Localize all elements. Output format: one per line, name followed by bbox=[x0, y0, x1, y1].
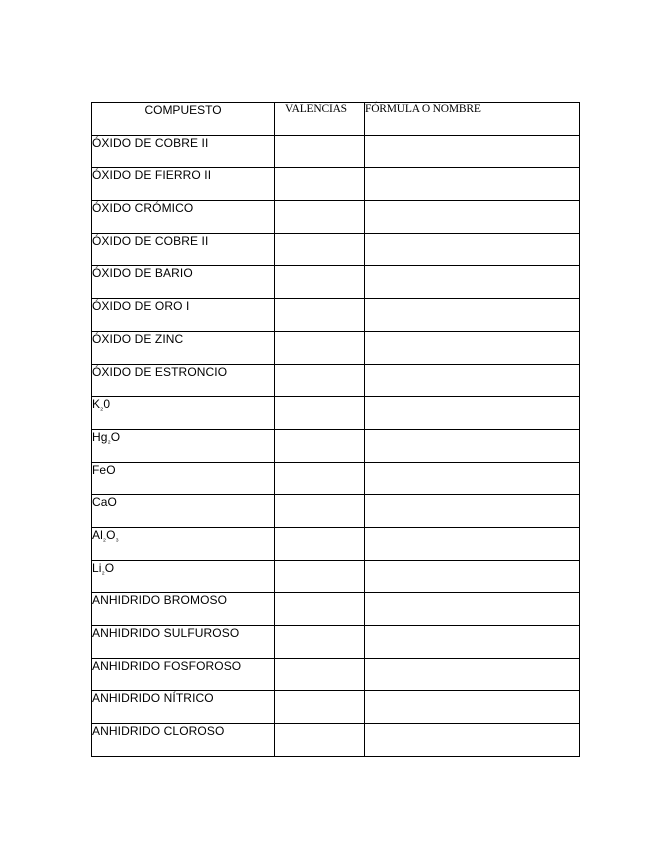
compuesto-cell: CaO bbox=[92, 495, 275, 528]
valencias-cell[interactable] bbox=[275, 364, 365, 397]
valencias-cell[interactable] bbox=[275, 233, 365, 266]
valencias-cell[interactable] bbox=[275, 201, 365, 234]
table-row bbox=[92, 364, 580, 397]
table-row bbox=[92, 201, 580, 234]
table-row bbox=[92, 593, 580, 626]
compuesto-cell: ÓXIDO DE COBRE II bbox=[92, 135, 275, 168]
formula-nombre-cell[interactable] bbox=[365, 691, 580, 724]
formula-nombre-cell[interactable] bbox=[365, 495, 580, 528]
valencias-cell[interactable] bbox=[275, 135, 365, 168]
compuesto-cell: ÓXIDO CRÓMICO bbox=[92, 201, 275, 234]
formula-nombre-cell[interactable] bbox=[365, 527, 580, 560]
table-row bbox=[92, 691, 580, 724]
table-row bbox=[92, 299, 580, 332]
compuesto-cell: $Al_{_2}O_{_3}$ bbox=[92, 527, 275, 560]
compuesto-cell: ANHIDRIDO NÍTRICO bbox=[92, 691, 275, 724]
valencias-cell[interactable] bbox=[275, 560, 365, 593]
table-row bbox=[92, 724, 580, 757]
compuesto-cell: ÓXIDO DE COBRE II bbox=[92, 233, 275, 266]
formula-nombre-cell[interactable] bbox=[365, 724, 580, 757]
valencias-cell[interactable] bbox=[275, 429, 365, 462]
valencias-cell[interactable] bbox=[275, 397, 365, 430]
formula-nombre-cell[interactable] bbox=[365, 266, 580, 299]
table-row bbox=[92, 495, 580, 528]
compuesto-cell: FeO bbox=[92, 462, 275, 495]
worksheet-page bbox=[91, 102, 579, 757]
table-body bbox=[92, 135, 580, 756]
table-row bbox=[92, 135, 580, 168]
table-row bbox=[92, 462, 580, 495]
formula-nombre-cell[interactable] bbox=[365, 593, 580, 626]
formula-nombre-cell[interactable] bbox=[365, 299, 580, 332]
header-compuesto: COMPUESTO bbox=[92, 103, 275, 136]
valencias-cell[interactable] bbox=[275, 593, 365, 626]
compuesto-cell: ÓXIDO DE FIERRO II bbox=[92, 168, 275, 201]
table-row bbox=[92, 658, 580, 691]
valencias-cell[interactable] bbox=[275, 495, 365, 528]
compuesto-cell: ÓXIDO DE ORO I bbox=[92, 299, 275, 332]
valencias-cell[interactable] bbox=[275, 626, 365, 659]
table-row bbox=[92, 527, 580, 560]
table-row bbox=[92, 429, 580, 462]
table-row bbox=[92, 397, 580, 430]
formula-nombre-cell[interactable] bbox=[365, 626, 580, 659]
valencias-cell[interactable] bbox=[275, 331, 365, 364]
valencias-cell[interactable] bbox=[275, 724, 365, 757]
table-row bbox=[92, 560, 580, 593]
compuesto-cell: ANHIDRIDO FOSFOROSO bbox=[92, 658, 275, 691]
formula-nombre-cell[interactable] bbox=[365, 364, 580, 397]
table-header-row bbox=[92, 103, 580, 136]
compuesto-cell: $Li_{_2}O$ bbox=[92, 560, 275, 593]
table-row bbox=[92, 233, 580, 266]
compuesto-cell: ÓXIDO DE ESTRONCIO bbox=[92, 364, 275, 397]
compounds-table bbox=[91, 102, 580, 757]
header-formula-nombre: FÓRMULA O NOMBRE bbox=[365, 103, 580, 136]
compuesto-cell: ANHIDRIDO CLOROSO bbox=[92, 724, 275, 757]
formula-nombre-cell[interactable] bbox=[365, 462, 580, 495]
formula-nombre-cell[interactable] bbox=[365, 560, 580, 593]
valencias-cell[interactable] bbox=[275, 168, 365, 201]
compuesto-cell: ÓXIDO DE ZINC bbox=[92, 331, 275, 364]
valencias-cell[interactable] bbox=[275, 266, 365, 299]
valencias-cell[interactable] bbox=[275, 299, 365, 332]
compuesto-cell: $K_{_2}0$ bbox=[92, 397, 275, 430]
formula-nombre-cell[interactable] bbox=[365, 397, 580, 430]
formula-nombre-cell[interactable] bbox=[365, 201, 580, 234]
valencias-cell[interactable] bbox=[275, 691, 365, 724]
valencias-cell[interactable] bbox=[275, 462, 365, 495]
valencias-cell[interactable] bbox=[275, 527, 365, 560]
table-row bbox=[92, 168, 580, 201]
formula-nombre-cell[interactable] bbox=[365, 233, 580, 266]
table-row bbox=[92, 266, 580, 299]
table-row bbox=[92, 626, 580, 659]
compuesto-cell: ANHIDRIDO BROMOSO bbox=[92, 593, 275, 626]
table-row bbox=[92, 331, 580, 364]
header-valencias: VALENCIAS bbox=[275, 103, 365, 136]
formula-nombre-cell[interactable] bbox=[365, 658, 580, 691]
formula-nombre-cell[interactable] bbox=[365, 429, 580, 462]
formula-nombre-cell[interactable] bbox=[365, 135, 580, 168]
formula-nombre-cell[interactable] bbox=[365, 168, 580, 201]
compuesto-cell: ÓXIDO DE BARIO bbox=[92, 266, 275, 299]
compuesto-cell: ANHIDRIDO SULFUROSO bbox=[92, 626, 275, 659]
valencias-cell[interactable] bbox=[275, 658, 365, 691]
formula-nombre-cell[interactable] bbox=[365, 331, 580, 364]
compuesto-cell: $Hg_{_2}O$ bbox=[92, 429, 275, 462]
